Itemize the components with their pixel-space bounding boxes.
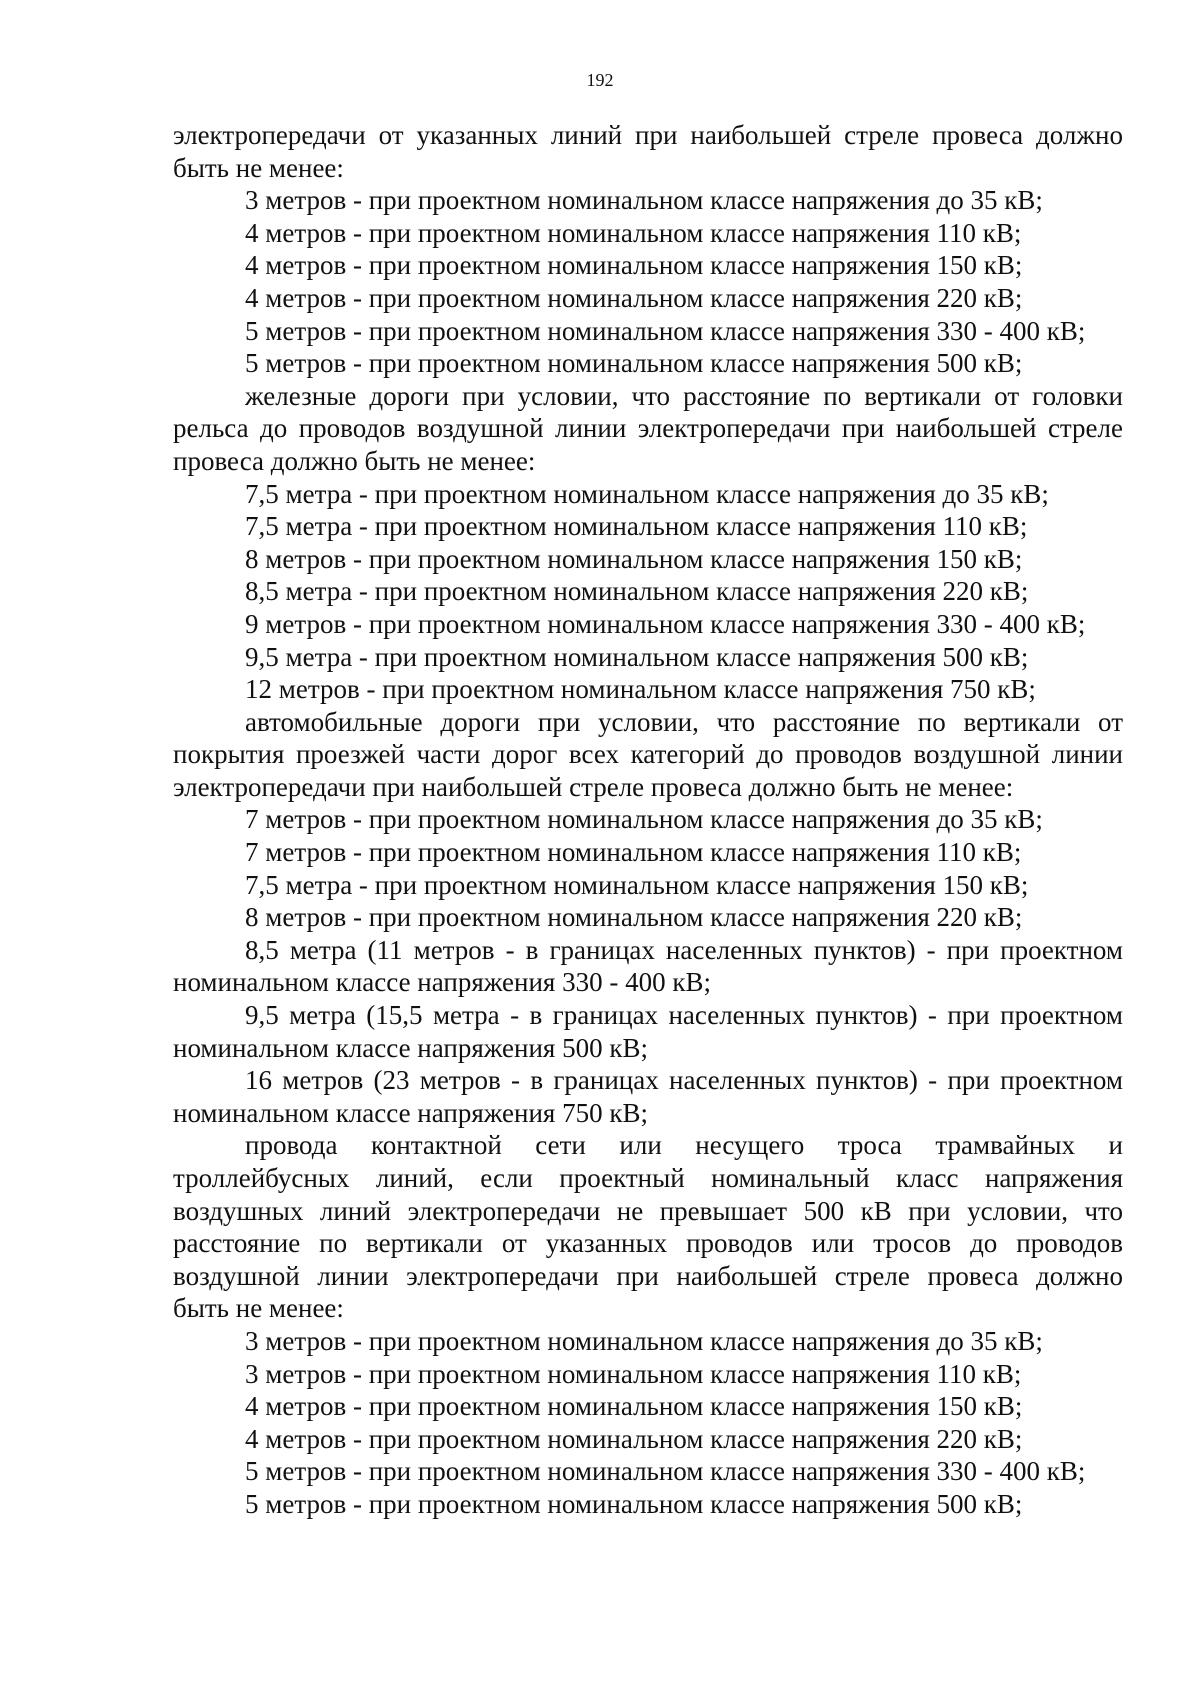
text-line: провода контактной сети или несущего троса трамвайных и (245, 1130, 1123, 1161)
text-line: железные дороги при условии, что расстояние по вертикали от головки (245, 380, 1123, 411)
text-line: 9,5 метра - при проектном номинальном классе напряжения 500 кВ; (245, 641, 1029, 672)
text-line: 9 метров - при проектном номинальном классе напряжения 330 - 400 кВ; (245, 608, 1086, 639)
text-line: 8 метров - при проектном номинальном классе напряжения 150 кВ; (245, 543, 1023, 574)
text-line: 9,5 метра (15,5 метра - в границах населенных пунктов) - при проектном (245, 1000, 1123, 1031)
document-body (173, 119, 1123, 1521)
text-line: 4 метров - при проектном номинальном классе напряжения 150 кВ; (245, 1391, 1023, 1422)
text-line: воздушных линий электропередачи не превышает 500 кВ при условии, что (173, 1195, 1123, 1226)
text-line: 5 метров - при проектном номинальном классе напряжения 330 - 400 кВ; (245, 1456, 1086, 1487)
text-line: 16 метров (23 метров - в границах населенных пунктов) - при проектном (245, 1065, 1123, 1096)
text-line: троллейбусных линий, если проектный номинальный класс напряжения (173, 1163, 1123, 1193)
text-line: электропередачи при наибольшей стреле провеса должно быть не менее: (173, 771, 1014, 802)
text-line: быть не менее: (173, 152, 344, 183)
text-line: номинальном классе напряжения 330 - 400 кВ; (173, 967, 711, 998)
text-line: автомобильные дороги при условии, что расстояние по вертикали от (245, 706, 1123, 737)
page-number: 192 (586, 70, 614, 90)
text-line: быть не менее: (173, 1293, 344, 1324)
text-line: 4 метров - при проектном номинальном классе напряжения 220 кВ; (245, 282, 1023, 313)
text-line: 8,5 метра - при проектном номинальном классе напряжения 220 кВ; (245, 576, 1029, 607)
text-line: 4 метров - при проектном номинальном классе напряжения 150 кВ; (245, 250, 1023, 281)
text-line: 5 метров - при проектном номинальном классе напряжения 500 кВ; (245, 348, 1023, 379)
text-line: 4 метров - при проектном номинальном классе напряжения 110 кВ; (245, 217, 1022, 248)
text-line: провеса должно быть не менее: (173, 445, 536, 476)
text-line: номинальном классе напряжения 500 кВ; (173, 1032, 648, 1063)
text-line: 5 метров - при проектном номинальном классе напряжения 500 кВ; (245, 1488, 1023, 1519)
text-line: 3 метров - при проектном номинальном классе напряжения до 35 кВ; (245, 1325, 1043, 1356)
text-line: покрытия проезжей части дорог всех категорий до проводов воздушной линии (173, 739, 1123, 770)
text-line: 4 метров - при проектном номинальном классе напряжения 220 кВ; (245, 1423, 1023, 1454)
text-line: электропередачи от указанных линий при наибольшей стреле провеса должно (173, 120, 1123, 150)
text-line: 5 метров - при проектном номинальном классе напряжения 330 - 400 кВ; (245, 315, 1086, 346)
text-line: рельса до проводов воздушной линии электропередачи при наибольшей стреле (173, 413, 1123, 444)
text-line: 7 метров - при проектном номинальном классе напряжения до 35 кВ; (245, 804, 1043, 835)
text-line: 7,5 метра - при проектном номинальном классе напряжения до 35 кВ; (245, 478, 1049, 509)
text-line: 7,5 метра - при проектном номинальном классе напряжения 110 кВ; (245, 511, 1028, 542)
text-line: 3 метров - при проектном номинальном классе напряжения до 35 кВ; (245, 185, 1043, 216)
text-line: воздушной линии электропередачи при наибольшей стреле провеса должно (173, 1260, 1123, 1291)
text-line: 12 метров - при проектном номинальном классе напряжения 750 кВ; (245, 674, 1036, 705)
text-line: 3 метров - при проектном номинальном классе напряжения 110 кВ; (245, 1358, 1022, 1389)
text-line: 7 метров - при проектном номинальном классе напряжения 110 кВ; (245, 837, 1022, 868)
text-line: 8,5 метра (11 метров - в границах населенных пунктов) - при проектном (245, 934, 1123, 965)
text-line: номинальном классе напряжения 750 кВ; (173, 1097, 648, 1128)
text-line: 7,5 метра - при проектном номинальном классе напряжения 150 кВ; (245, 869, 1029, 900)
text-line: 8 метров - при проектном номинальном классе напряжения 220 кВ; (245, 902, 1023, 933)
text-line: расстояние по вертикали от указанных проводов или тросов до проводов (173, 1228, 1123, 1259)
